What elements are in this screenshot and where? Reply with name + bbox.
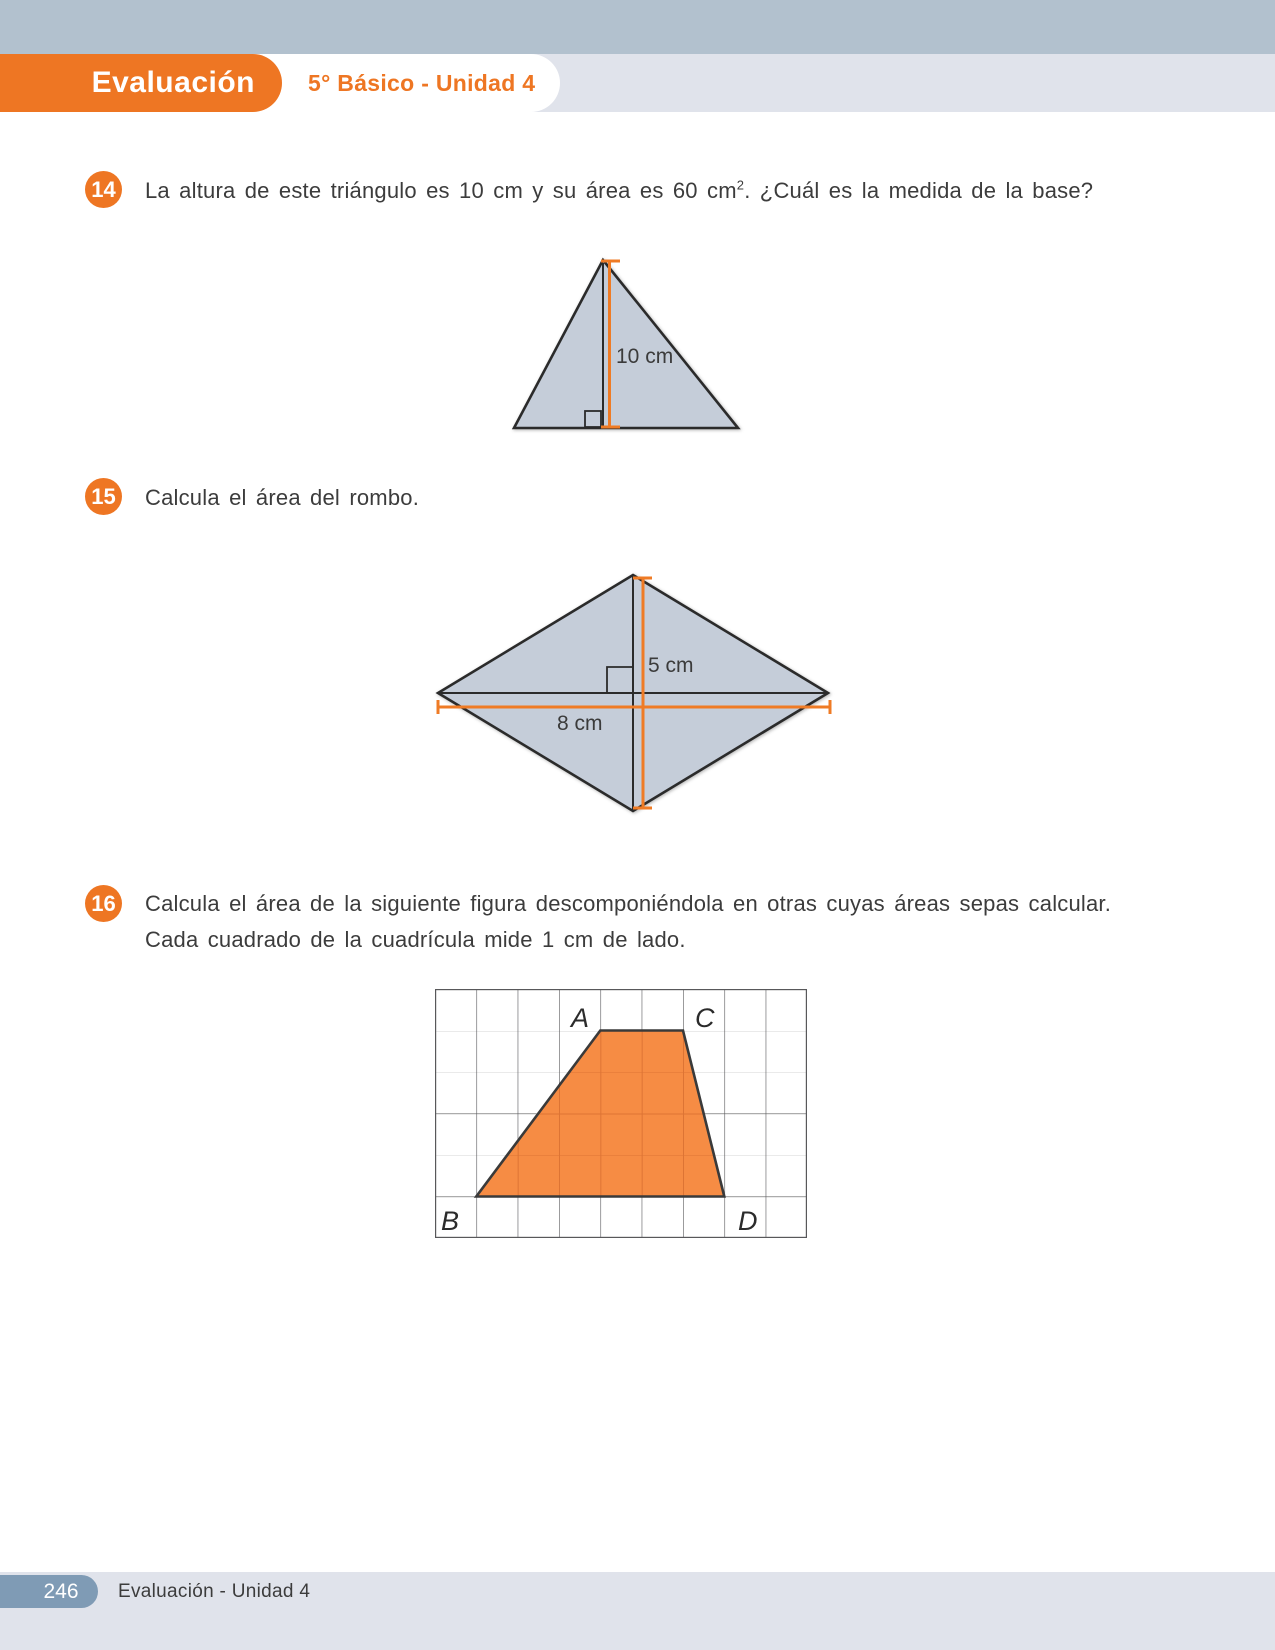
question-14-superscript: 2 — [736, 177, 745, 193]
rhombus-vertical-label: 5 cm — [648, 654, 694, 677]
page-number: 246 — [43, 1579, 79, 1603]
triangle-shape — [514, 260, 738, 428]
header-subtitle: 5° Básico - Unidad 4 — [308, 69, 536, 96]
question-15-number-badge: 15 — [85, 478, 122, 515]
vertex-label-c: C — [695, 1003, 715, 1033]
footer-text: Evaluación - Unidad 4 — [118, 1580, 311, 1602]
header-badge — [0, 54, 282, 112]
question-14-text-main: La altura de este triángulo es 10 cm y su área es 60 cm — [145, 178, 737, 203]
question-16-number-badge: 16 — [85, 885, 122, 922]
rhombus-horizontal-label: 8 cm — [557, 712, 603, 735]
header-band — [0, 54, 1275, 112]
question-16-text — [145, 886, 1165, 958]
top-band — [0, 0, 1275, 54]
vertex-label-d: D — [738, 1206, 758, 1236]
question-16-line2: Cada cuadrado de la cuadrícula mide 1 cm de lado. — [145, 927, 686, 952]
question-15-text: Calcula el área del rombo. — [145, 485, 420, 510]
question-14-text — [145, 173, 1155, 208]
vertex-label-b: B — [441, 1206, 460, 1236]
grid-figure — [435, 989, 807, 1238]
header-badge-label: Evaluación — [91, 66, 255, 99]
rhombus-figure — [415, 540, 860, 825]
vertex-label-a: A — [571, 1003, 590, 1033]
question-14-number-badge: 14 — [85, 171, 122, 208]
question-14-text-rest: . ¿Cuál es la medida de la base? — [744, 178, 1094, 203]
page-number-badge — [0, 1575, 98, 1608]
footer-band — [0, 1572, 1275, 1650]
question-16-line1: Calcula el área de la siguiente figura descomponiéndola en otras cuyas áreas sepas calcular. — [145, 891, 1112, 916]
triangle-figure — [440, 235, 800, 435]
triangle-height-label: 10 cm — [616, 345, 674, 368]
